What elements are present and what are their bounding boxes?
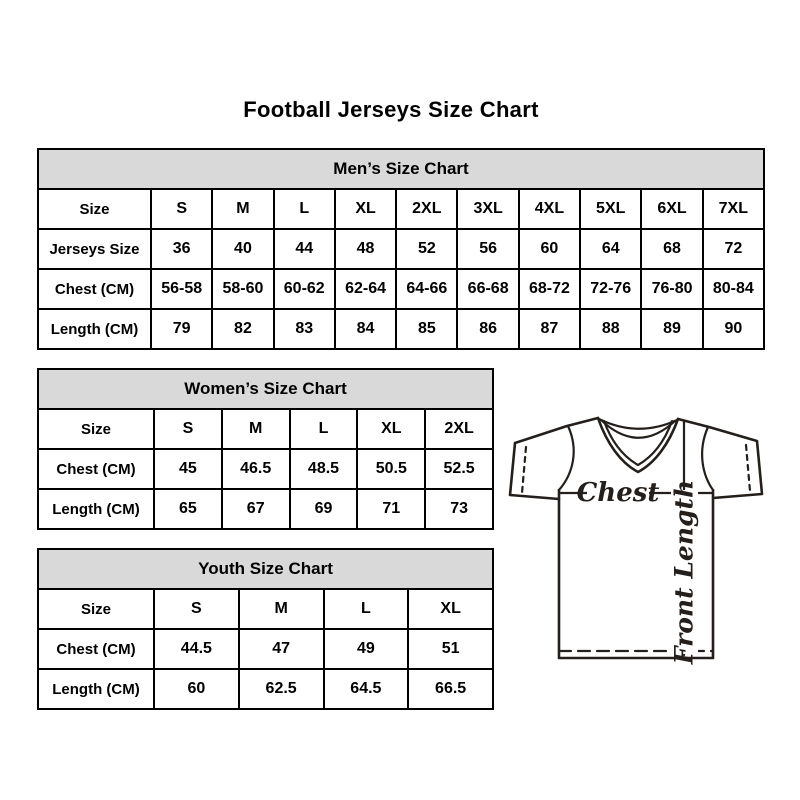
mens-size-table [37,148,765,350]
cell-value: XL [357,409,425,449]
row-label: Size [38,589,154,629]
cell-value: 85 [396,309,457,349]
cell-value: M [212,189,273,229]
table-row [38,309,764,349]
cell-value: 56-58 [151,269,212,309]
cell-value: 5XL [580,189,641,229]
cell-value: 62.5 [239,669,324,709]
cell-value: 80-84 [703,269,764,309]
table-row [38,629,493,669]
cell-value: 72-76 [580,269,641,309]
cell-value: 65 [154,489,222,529]
cell-value: 68 [641,229,702,269]
front-length-label: Front Length [669,479,699,665]
jersey-right-armhole-seam [702,427,713,490]
jersey-right-cuff-stitch [746,445,750,491]
cell-value: 64.5 [324,669,409,709]
cell-value: L [324,589,409,629]
cell-value: 56 [457,229,518,269]
cell-value: 62-64 [335,269,396,309]
cell-value: 2XL [396,189,457,229]
table-row [38,489,493,529]
cell-value: 87 [519,309,580,349]
row-label: Length (CM) [38,309,151,349]
jersey-left-armhole-seam [559,426,574,490]
front-length-label-group [670,480,699,665]
table-title: Men’s Size Chart [38,149,764,189]
cell-value: 51 [408,629,493,669]
cell-value: 2XL [425,409,493,449]
cell-value: S [151,189,212,229]
table-row [38,409,493,449]
table-row [38,189,764,229]
jersey-measurement-diagram [501,410,771,672]
cell-value: 36 [151,229,212,269]
cell-value: 44 [274,229,335,269]
cell-value: 72 [703,229,764,269]
row-label: Chest (CM) [38,269,151,309]
cell-value: 6XL [641,189,702,229]
cell-value: 83 [274,309,335,349]
cell-value: 60 [519,229,580,269]
table-header-row [38,549,493,589]
cell-value: 68-72 [519,269,580,309]
cell-value: 66.5 [408,669,493,709]
cell-value: 40 [212,229,273,269]
youth-size-table [37,548,494,710]
table-row [38,589,493,629]
cell-value: 58-60 [212,269,273,309]
cell-value: 67 [222,489,290,529]
table-header-row [38,149,764,189]
cell-value: 49 [324,629,409,669]
cell-value: 48.5 [290,449,358,489]
table-title: Women’s Size Chart [38,369,493,409]
row-label: Size [38,409,154,449]
cell-value: 60 [154,669,239,709]
table-row [38,669,493,709]
cell-value: 52 [396,229,457,269]
cell-value: 52.5 [425,449,493,489]
cell-value: M [239,589,324,629]
cell-value: L [274,189,335,229]
row-label: Jerseys Size [38,229,151,269]
womens-size-table [37,368,494,530]
cell-value: S [154,409,222,449]
cell-value: S [154,589,239,629]
jersey-collar-inner-v [604,421,672,465]
cell-value: 82 [212,309,273,349]
page-title: Football Jerseys Size Chart [243,97,539,122]
cell-value: 79 [151,309,212,349]
cell-value: 71 [357,489,425,529]
cell-value: 4XL [519,189,580,229]
cell-value: 64-66 [396,269,457,309]
row-label: Length (CM) [38,669,154,709]
table-title: Youth Size Chart [38,549,493,589]
cell-value: 7XL [703,189,764,229]
cell-value: XL [335,189,396,229]
cell-value: 90 [703,309,764,349]
cell-value: 46.5 [222,449,290,489]
row-label: Length (CM) [38,489,154,529]
cell-value: 60-62 [274,269,335,309]
row-label: Chest (CM) [38,629,154,669]
cell-value: 44.5 [154,629,239,669]
cell-value: 88 [580,309,641,349]
cell-value: 66-68 [457,269,518,309]
cell-value: 73 [425,489,493,529]
chest-label-group [577,478,660,508]
row-label: Size [38,189,151,229]
table-row [38,229,764,269]
cell-value: 76-80 [641,269,702,309]
cell-value: 89 [641,309,702,349]
cell-value: 50.5 [357,449,425,489]
cell-value: 48 [335,229,396,269]
cell-value: 3XL [457,189,518,229]
table-row [38,269,764,309]
jersey-left-cuff-stitch [522,447,526,493]
chest-label: Chest [576,478,660,508]
cell-value: 47 [239,629,324,669]
cell-value: 69 [290,489,358,529]
row-label: Chest (CM) [38,449,154,489]
cell-value: M [222,409,290,449]
table-row [38,449,493,489]
cell-value: 86 [457,309,518,349]
table-header-row [38,369,493,409]
cell-value: L [290,409,358,449]
cell-value: 45 [154,449,222,489]
cell-value: XL [408,589,493,629]
cell-value: 64 [580,229,641,269]
cell-value: 84 [335,309,396,349]
